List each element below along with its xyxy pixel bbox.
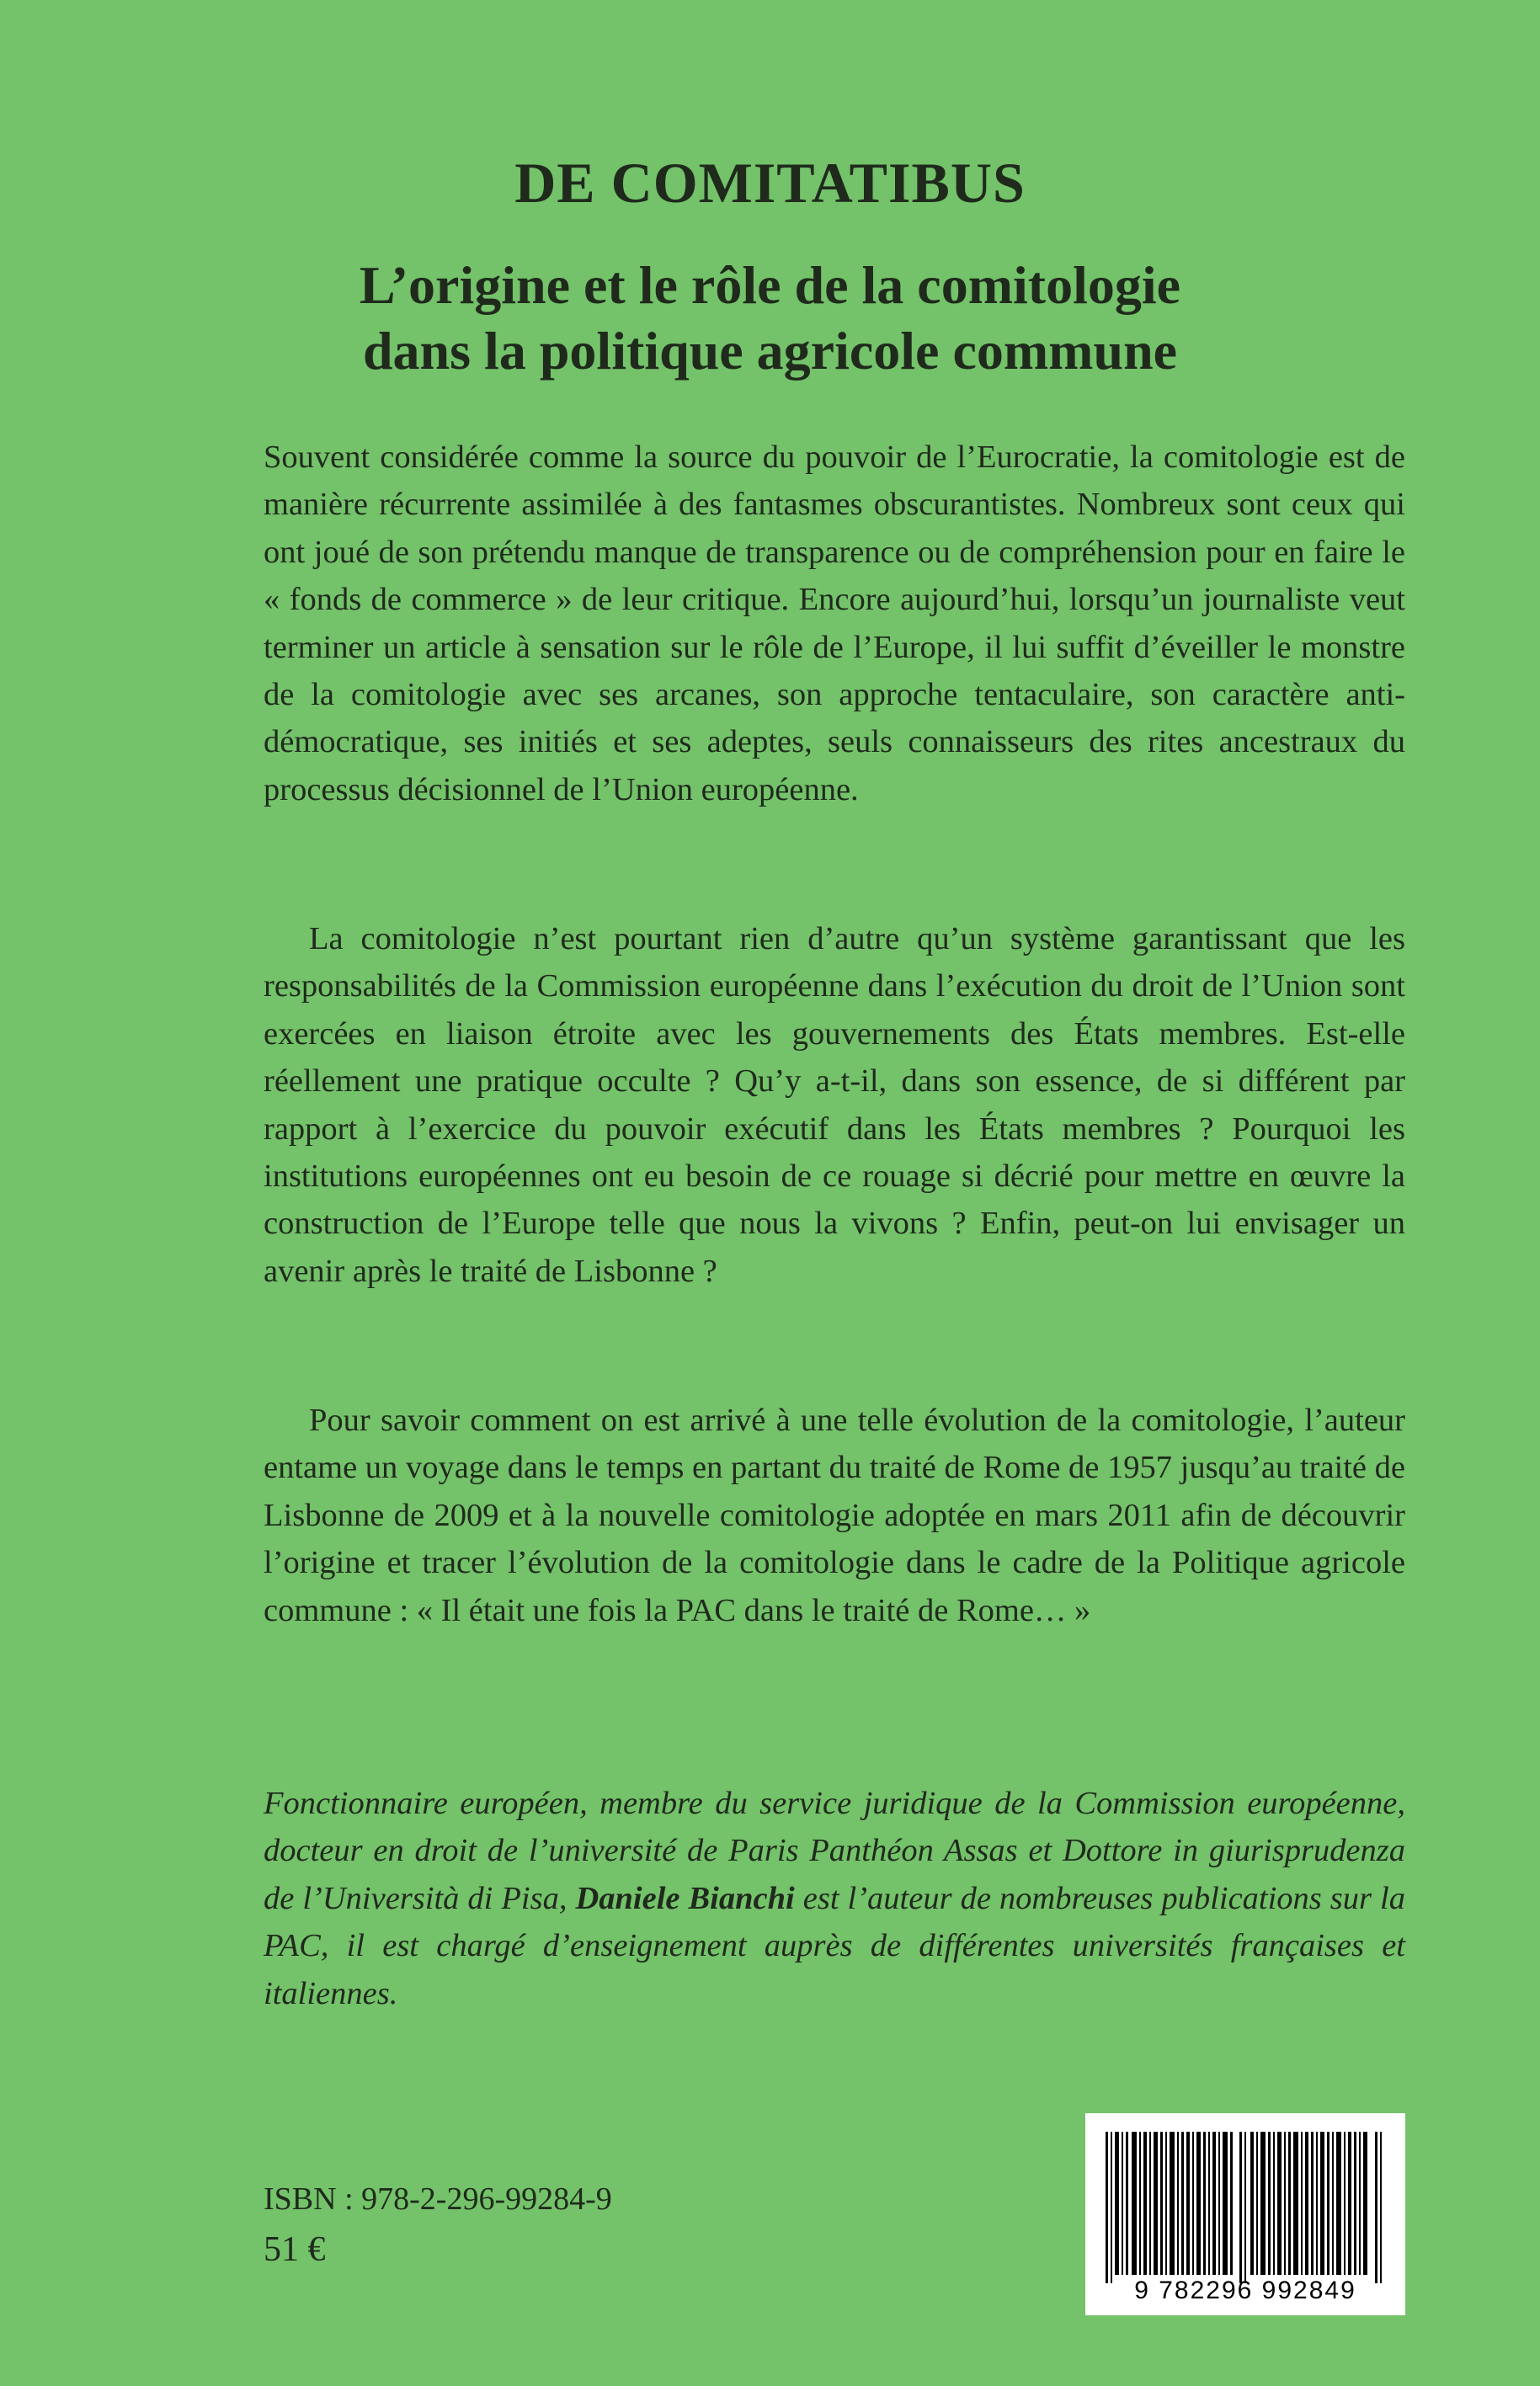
book-title: DE COMITATIBUS bbox=[514, 151, 1026, 215]
blurb-paragraph-1: Souvent considérée comme la source du pouvoir de l’Eurocratie, la comitologie est de manière récurrente assimilée à des fantasmes obscurantistes. Nombreux sont ceux qui ont joué de son prétendu manque de transparence ou de compréhension pour en faire le « fonds de commerce » de leur critique. Encore aujourd’hui, lorsqu’un journaliste veut terminer un article à sensation sur le rôle de l’Europe, il lui suffit d’éveiller le monstre de la comitologie avec ses arcanes, son approche tentaculaire, son caractère anti-démocratique, ses initiés et ses adeptes, seuls connaisseurs des rites ancestraux du processus décisionnel de l’Union européenne. bbox=[264, 439, 1405, 807]
book-subtitle bbox=[0, 253, 1540, 384]
author-bio bbox=[264, 1780, 1405, 2017]
barcode bbox=[1085, 2113, 1405, 2315]
author-name: Daniele Bianchi bbox=[575, 1880, 795, 1916]
blurb-paragraph-2: La comitologie n’est pourtant rien d’autre qu’un système garantissant que les responsabilités de la Commission européenne dans l’exécution du droit de l’Union sont exercées en liaison étroite avec les gouvernements des États membres. Est-elle réellement une pratique occulte ? Qu’y a-t-il, dans son essence, de si différent par rapport à l’exercice du pouvoir exécutif dans les États membres ? Pourquoi les institutions européennes ont eu besoin de ce rouage si décrié pour mettre en œuvre la construction de l’Europe telle que nous la vivons ? Enfin, peut-on lui envisager un avenir après le traité de Lisbonne ? bbox=[264, 921, 1405, 1289]
price: 51 € bbox=[264, 2230, 326, 2269]
subtitle-line-2: dans la politique agricole commune bbox=[362, 321, 1178, 381]
bio-text-start: Fonctionnaire européen, membre du service juridique de la Commission européenne, docteur en droit de l’université de Paris Panthéon Assas et Dottore in giurisprudenza de l’Università di Pisa, bbox=[264, 1786, 1405, 1916]
blurb-paragraph-3: Pour savoir comment on est arrivé à une telle évolution de la comitologie, l’auteur entame un voyage dans le temps en partant du traité de Rome de 1957 jusqu’au traité de Lisbonne de 2009 et à la nouvelle comitologie adoptée en mars 2011 afin de découvrir l’origine et tracer l’évolution de la comitologie dans le cadre de la Politique agricole commune : « Il était une fois la PAC dans le traité de Rome… » bbox=[264, 1403, 1405, 1628]
isbn: ISBN : 978-2-296-99284-9 bbox=[264, 2181, 612, 2217]
bio-text-end: est l’auteur de nombreuses publications sur la PAC, il est chargé d’enseignement auprès de différentes universités françaises et italiennes. bbox=[264, 1880, 1405, 2011]
subtitle-line-1: L’origine et le rôle de la comitologie bbox=[359, 255, 1181, 315]
barcode-number: 9 782296 992849 bbox=[1134, 2277, 1356, 2304]
